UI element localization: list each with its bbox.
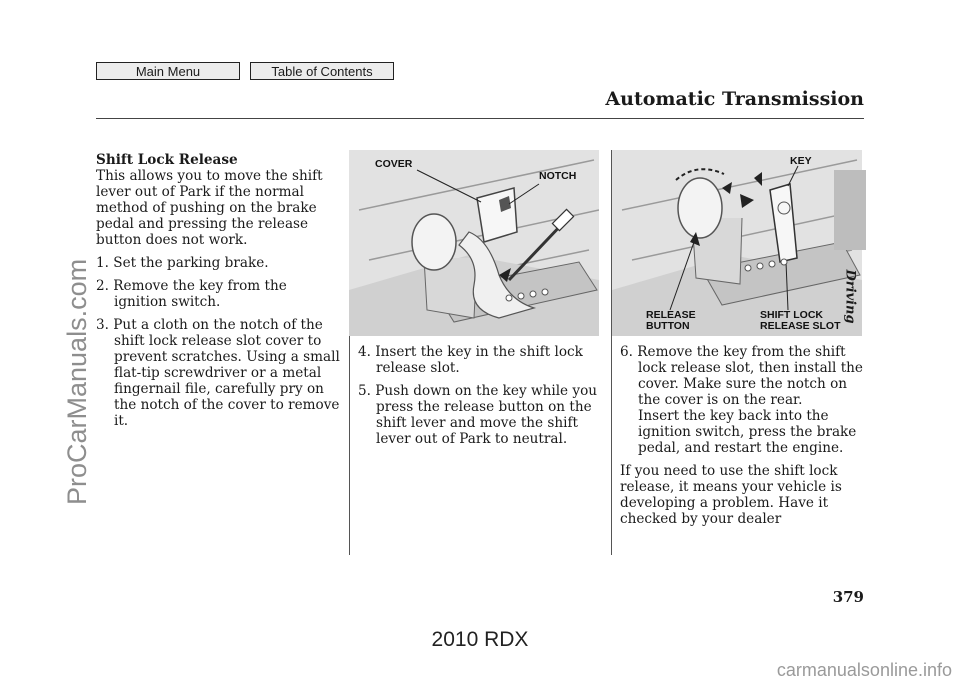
step-3: 3. Put a cloth on the notch of the shift lock release slot cover to prevent scratches. Using a small flat-tip screwdriver or a metal fingernail file, carefully pry on the notch of the cover to remove it. (96, 317, 340, 429)
column-1 (96, 152, 342, 436)
table-of-contents-button[interactable]: Table of Contents (250, 62, 394, 80)
model-name: 2010 RDX (431, 628, 529, 651)
main-menu-button[interactable]: Main Menu (96, 62, 240, 80)
subsection-heading: Shift Lock Release (96, 152, 238, 168)
chapter-label: Driving (842, 268, 858, 324)
step-5: 5. Push down on the key while you press the release button on the shift lever and move the shift lever out of Park to neutral. (358, 383, 598, 447)
column-3 (620, 344, 866, 534)
watermark-bottom: carmanualsonline.info (776, 660, 952, 680)
column-2 (358, 344, 606, 454)
figure-cover-removal (349, 150, 599, 336)
figure-label-release-button: RELEASE BUTTON (646, 309, 696, 332)
chapter-tab[interactable] (834, 170, 866, 250)
section-title: Automatic Transmission (605, 88, 864, 110)
figure-label-key: KEY (790, 155, 812, 167)
page-number: 379 (832, 588, 864, 606)
step-6: 6. Remove the key from the shift lock release slot, then install the cover. Make sure the notch on the cover is on the rear. (620, 344, 863, 408)
watermark-left: ProCarManuals.com (62, 258, 92, 505)
step-4: 4. Insert the key in the shift lock release slot. (358, 344, 583, 376)
step-6-continued: Insert the key back into the ignition switch, press the brake pedal, and restart the engine. (638, 408, 857, 456)
intro-paragraph: This allows you to move the shift lever out of Park if the normal method of pushing on the brake pedal and pressing the release button does not work. (96, 168, 323, 248)
figure-label-cover: COVER (375, 158, 413, 170)
figure-label-notch: NOTCH (539, 170, 577, 182)
step-2: 2. Remove the key from the ignition switch. (96, 278, 287, 310)
closing-paragraph: If you need to use the shift lock release, it means your vehicle is developing a problem. Have it checked by your dealer (620, 463, 842, 527)
step-1: 1. Set the parking brake. (96, 255, 269, 271)
header-rule (96, 118, 864, 119)
figure-label-shift-lock-release-slot: SHIFT LOCK RELEASE SLOT (760, 309, 841, 332)
figure-key-release (612, 150, 862, 336)
